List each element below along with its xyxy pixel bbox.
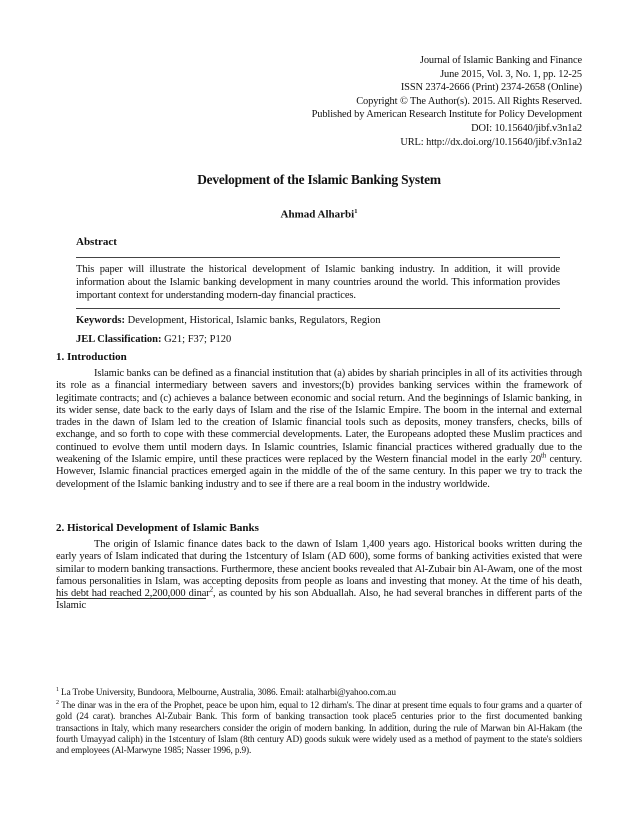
section-2-text-a: The origin of Islamic finance dates back to the dawn of Islam 1,400 years ago. Historical books written during the early years of Islam indicated that during the 1stcentury of Islam (AD 600), some forms of banking activities existed that were similar to modern banking transactions. Furthermore, these ancient books revealed that Al-Zubair bin Al-Awam, one of the most famous personalities in Islam, was accepting deposits from people as loans and investing that money. At the time of his death, his debt had reached 2,200,000 dinar (56, 539, 582, 600)
section-1-heading: 1. Introduction (56, 351, 127, 363)
abstract-bottom-rule (76, 308, 560, 309)
footnote-separator (56, 598, 206, 599)
footnote-1-text: La Trobe University, Bundoora, Melbourne, Australia, 3086. Email: atalharbi@yahoo.com.au (58, 688, 396, 699)
paper-title: Development of the Islamic Banking System (197, 172, 441, 187)
footnote-2 (56, 698, 582, 757)
author-name: Ahmad Alharbi (280, 208, 355, 221)
section-1-paragraph (56, 368, 582, 491)
jel-text: G21; F37; P120 (161, 334, 232, 345)
keywords-line (76, 314, 566, 327)
section-1-text-b: century. However, Islamic financial practices emerged again in the middle of the of the same century. In this paper we try to track the development of the Islamic banking industry and to see if there are a real boom in the industry worldwide. (56, 454, 582, 490)
abstract-text: This paper will illustrate the historical development of Islamic banking industry. In addition, it will provide information about the Islamic banking development in many countries around the world. This information provides important context for understanding modern-day financial practices. (76, 264, 560, 301)
footnote-1-mark: 1 (56, 687, 59, 693)
section-2-paragraph (56, 539, 582, 613)
journal-name: Journal of Islamic Banking and Finance (419, 55, 582, 66)
section-1-superscript: th (540, 451, 547, 460)
author-footnote-mark: 1 (354, 208, 358, 215)
journal-url: URL: http://dx.doi.org/10.15640/jibf.v3n1a2 (400, 136, 582, 148)
journal-header (312, 54, 582, 149)
keywords-text: Development, Historical, Islamic banks, Regulators, Region (125, 315, 381, 326)
abstract-heading: Abstract (76, 236, 117, 248)
footnote-2-ref: 2 (209, 585, 214, 594)
journal-doi: DOI: 10.15640/jibf.v3n1a2 (471, 122, 582, 134)
keywords-label: Keywords: (76, 315, 125, 326)
journal-publisher: Published by American Research Institute for Policy Development (311, 109, 582, 121)
journal-issn: ISSN 2374-2666 (Print) 2374-2658 (Online) (400, 82, 582, 94)
footnote-2-text: The dinar was in the era of the Prophet, peace be upon him, equal to 12 dirham's. The dinar at present time equals to four grams and a quarter of gold (24 carat). branches Al-Zubair Bank. This form of banking transaction took place5 centuries prior to the first documented banking transactions in Italy, which many researchers consider the origin of modern banking. In addition, during the rule of Marwan bin Al-Hakam (the fourth Umayyad caliph) in the 1stcentury of Islam (8th century AD) goods sukuk were widely used as a method of payment to the state's soldiers and employees (Al-Marwyne 1985; Nasser 1996, p.9). (56, 701, 582, 756)
journal-issue: June 2015, Vol. 3, No. 1, pp. 12-25 (440, 68, 582, 80)
author-line (0, 208, 638, 221)
jel-label: JEL Classification: (76, 334, 162, 345)
section-2-text-b: , as counted by his son Abduallah. Also, he had several branches in different parts of the Islamic (56, 588, 582, 612)
section-2-heading: 2. Historical Development of Islamic Banks (56, 522, 259, 534)
abstract-top-rule (76, 257, 560, 258)
jel-line (76, 333, 566, 346)
footnote-2-mark: 2 (56, 700, 59, 706)
section-1-text-a: Islamic banks can be defined as a financial institution that (a) abides by shariah principles in all of its activities through its role as a financial intermediary between savers and investors;(b) provides banking services within the framework of legitimate contracts; and (c) achieves a balance between economic and social return. And the beginnings of Islamic banking, in its wider sense, date back to the early days of Islam and the rise of the Islamic Empire. The boom in the internal and external trades in the dawn of Islam led to the creation of Islamic financial tools such as deposits, money transfers, checks, bills of exchange, and so forth to cope with these commercial developments. Later, the Europeans adopted these Muslim practices and continued to evolve them until modern days. In Islamic countries, Islamic financial practices withered gradually due to the weakening of the Islamic empire, until these practices were replaced by the Western financial model in the early 20 (56, 368, 582, 466)
journal-copyright: Copyright © The Author(s). 2015. All Rights Reserved. (356, 95, 582, 107)
